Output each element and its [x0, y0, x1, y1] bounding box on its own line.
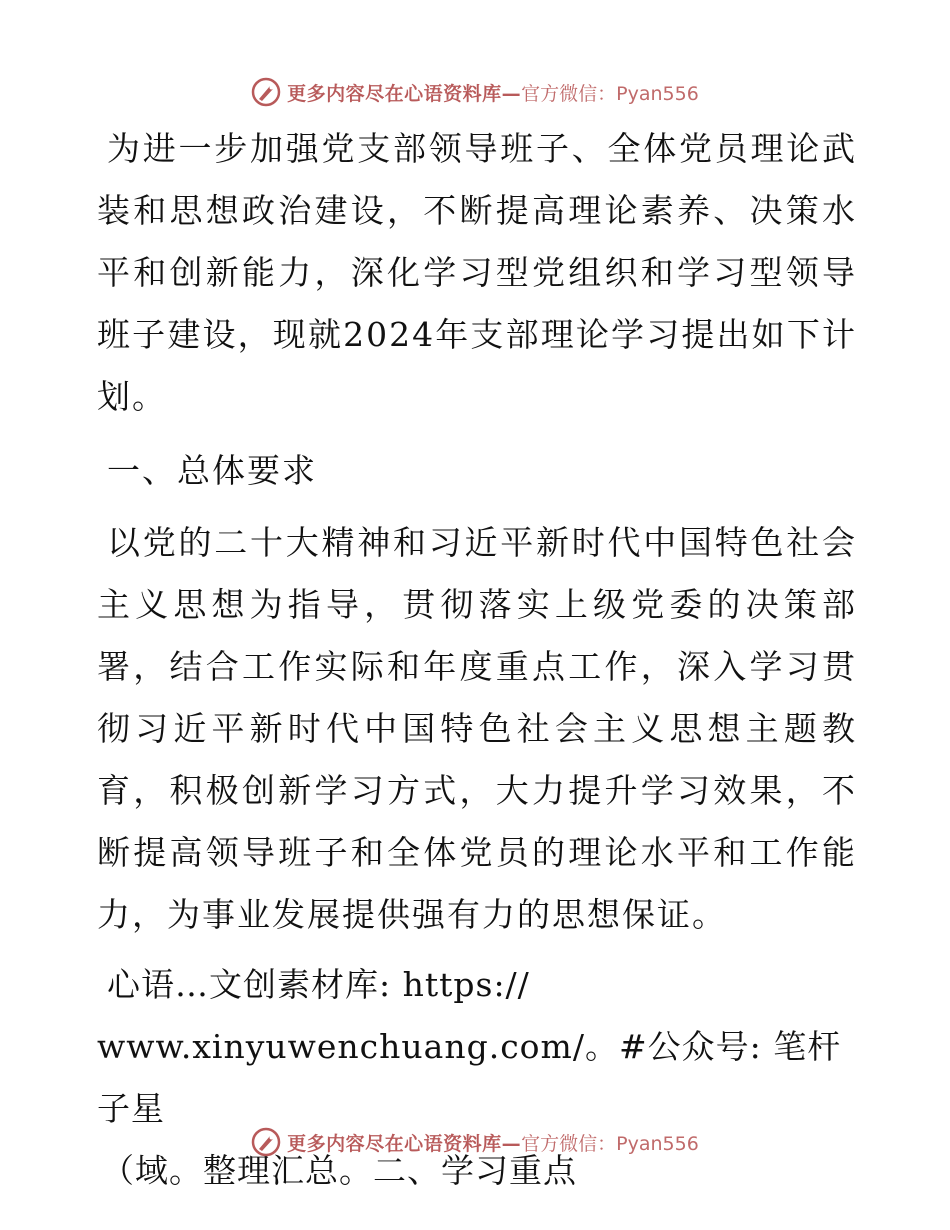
header-watermark-banner: [0, 72, 950, 112]
source-note-line: （域。整理汇总。二、学习重点: [101, 1151, 577, 1190]
source-note-line: www.xinyuwenchuang.com/。#公众号: 笔杆子星: [97, 1027, 842, 1128]
banner-contact: 官方微信：Pyan556: [521, 1132, 699, 1155]
general-requirements-paragraph: 以党的二十大精神和习近平新时代中国特色社会主义思想为指导，贯彻落实上级党委的决策部署，结合工作实际和年度重点工作，深入学习贯彻习近平新时代中国特色社会主义思想主题教育，积极创新学习方式，大力提升学习效果，不断提高领导班子和全体党员的理论水平和工作能力，为事业发展提供强有力的思想保证。: [97, 523, 857, 934]
source-note-line: 心语…文创素材库: https://: [107, 965, 530, 1004]
intro-paragraph: 为进一步加强党支部领导班子、全体党员理论武装和思想政治建设，不断提高理论素养、决策水平和创新能力，深化学习型党组织和学习型领导班子建设，现就2024年支部理论学习提出如下计划。: [97, 129, 857, 416]
section-heading-general-requirements: 一、总体要求: [107, 451, 317, 490]
banner-contact: 官方微信：Pyan556: [521, 82, 699, 105]
banner-text: 更多内容尽在心语资料库—: [287, 82, 522, 105]
pen-logo-icon: [251, 1127, 281, 1157]
footer-watermark-banner: [0, 1122, 950, 1162]
pen-logo-icon: [251, 77, 281, 107]
banner-text: 更多内容尽在心语资料库—: [287, 1132, 522, 1155]
source-note-paragraph: [97, 954, 857, 1202]
document-body: [97, 118, 857, 1202]
